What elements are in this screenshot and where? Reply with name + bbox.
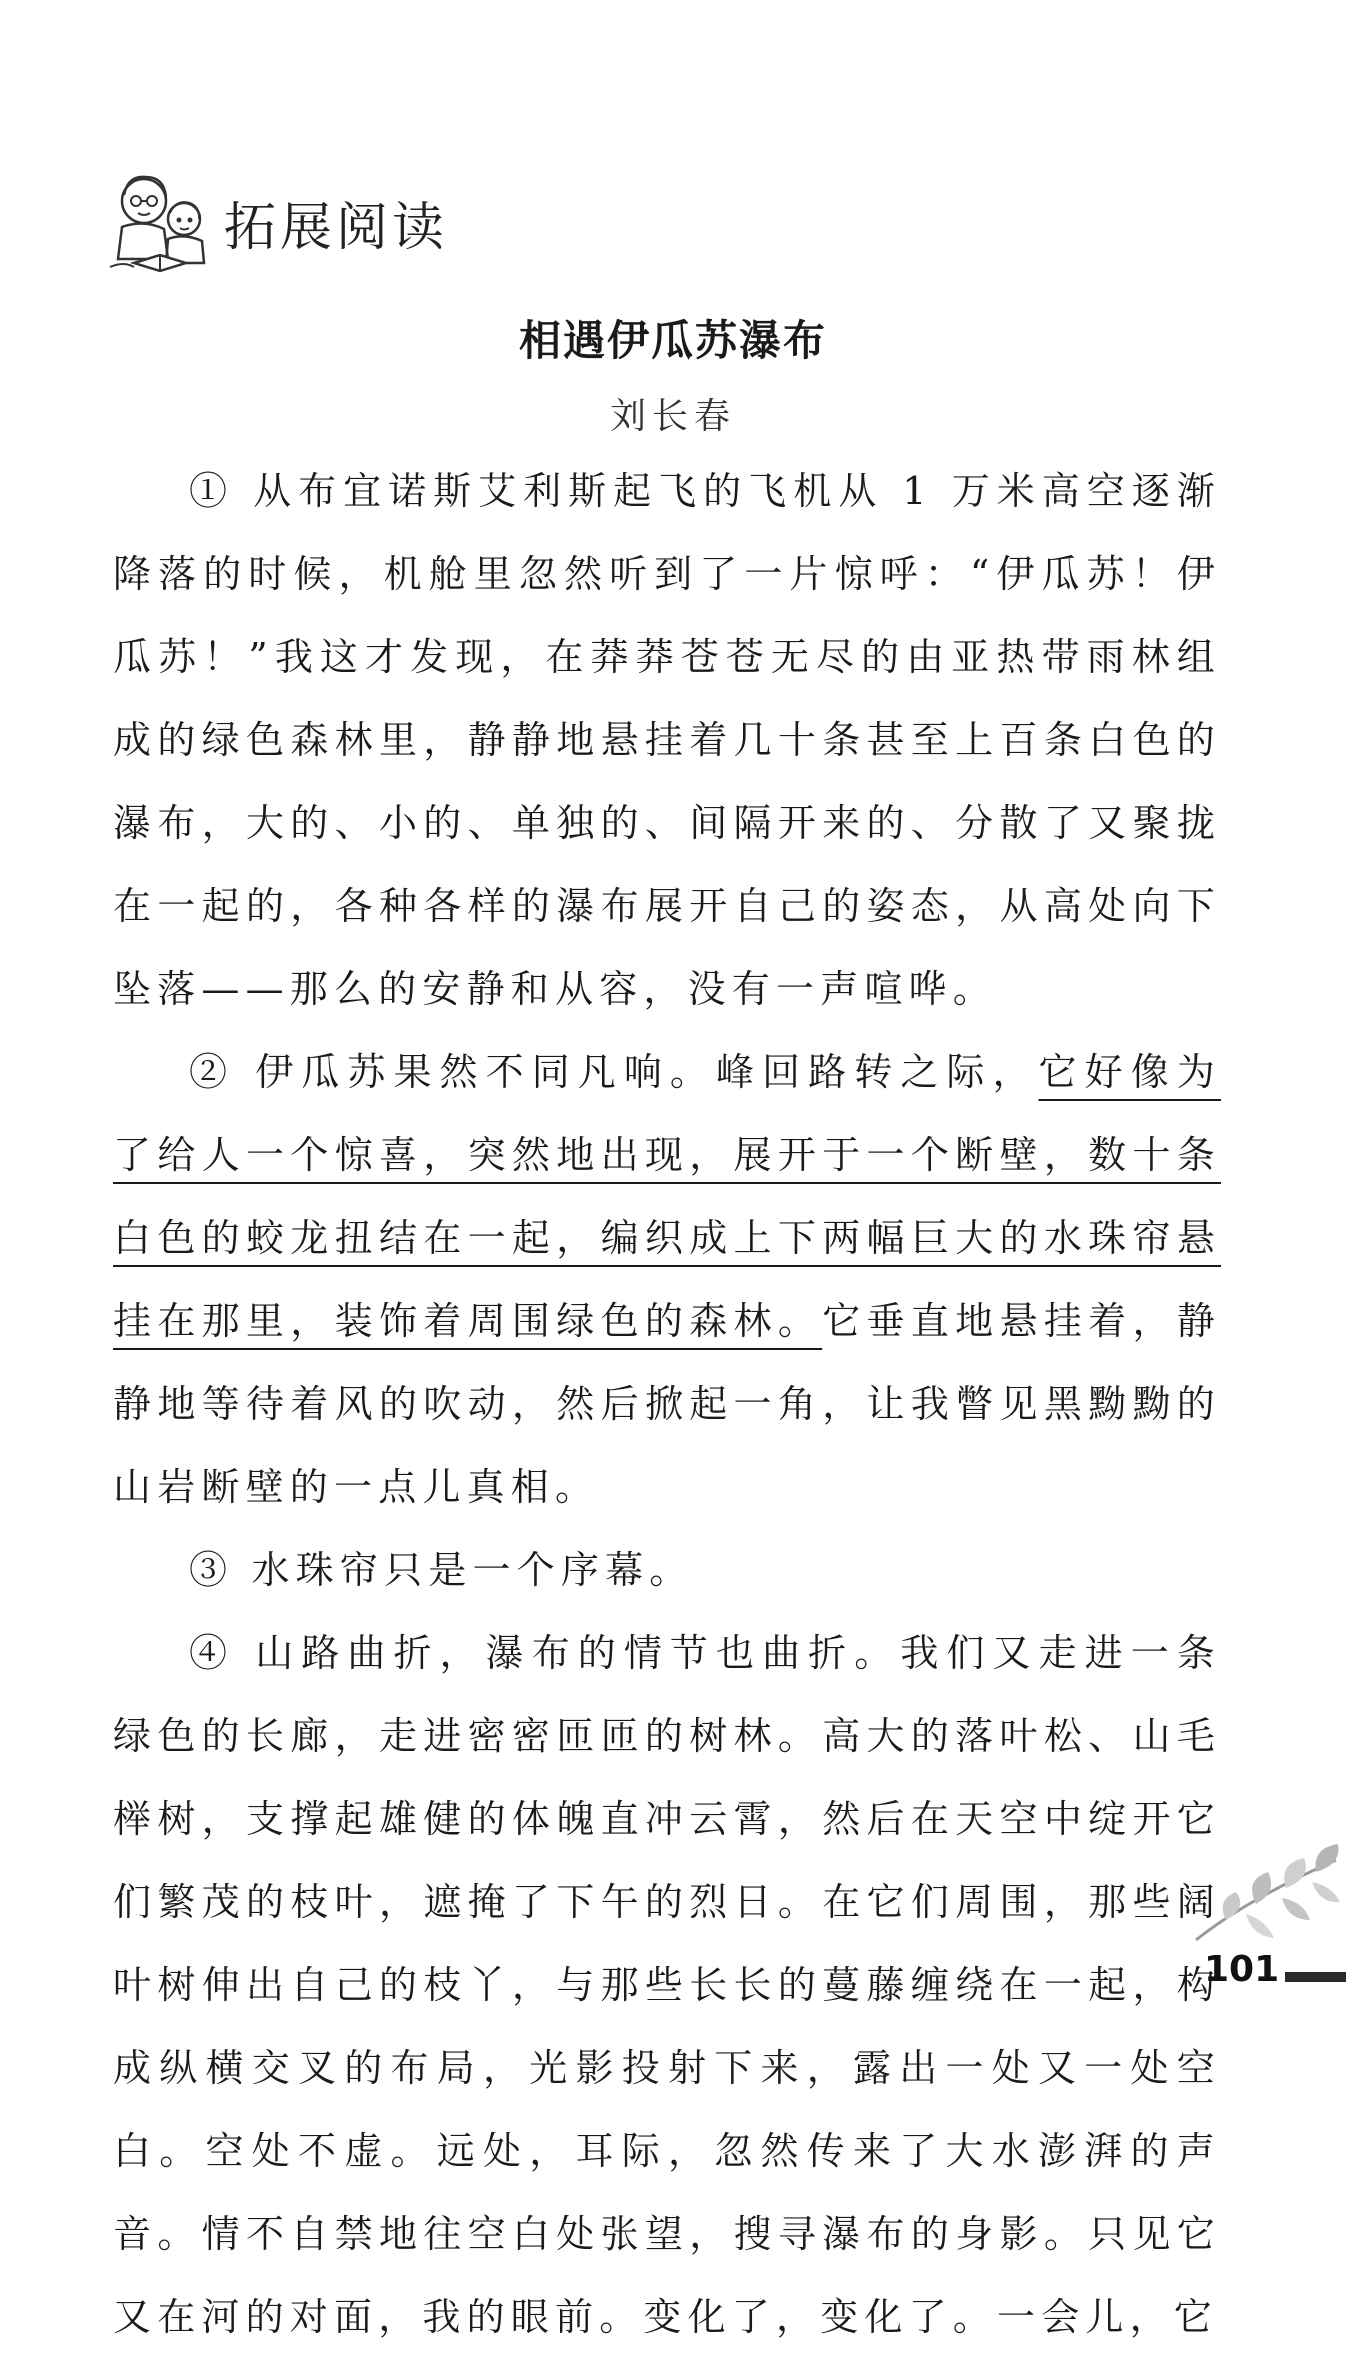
section-header (104, 162, 448, 282)
reading-children-icon (104, 167, 216, 277)
paragraph-1: ① 从布宜诺斯艾利斯起飞的飞机从 1 万米高空逐渐降落的时候，机舱里忽然听到了一片惊呼：“伊瓜苏！伊瓜苏！”我这才发现，在莽莽苍苍无尽的由亚热带雨林组成的绿色森林里，静静地悬挂着几十条甚至上百条白色的瀑布，大的、小的、单独的、间隔开来的、分散了又聚拢在一起的，各种各样的瀑布展开自己的姿态，从高处向下坠落——那么的安静和从容，没有一声喧哗。 (113, 469, 1221, 1011)
paragraph-2 (113, 1031, 1221, 1529)
page-number-bar (1285, 1972, 1346, 1982)
article-author: 刘长春 (609, 396, 736, 437)
paragraph-3: ③ 水珠帘只是一个序幕。 (189, 1548, 694, 1592)
section-title: 拓展阅读 (224, 197, 449, 258)
paragraph-2-rest: 它垂直地悬挂着，静静地等待着风的吹动，然后掀起一角，让我瞥见黑黝黝的山岩断壁的一点儿真相。 (113, 1299, 1221, 1509)
page-footer (1196, 1930, 1346, 1990)
underlined-passage: 它好像为了给人一个惊喜，突然地出现，展开于一个断壁，数十条白色的蛟龙扭结在一起，编织成上下两幅巨大的水珠帘悬挂在那里，装饰着周围绿色的森林。 (113, 1050, 1221, 1343)
paragraph-2-intro: ② 伊瓜苏果然不同凡响。峰回路转之际， (189, 1050, 1039, 1094)
paragraph-4: ④ 山路曲折，瀑布的情节也曲折。我们又走进一条绿色的长廊，走进密密匝匝的树林。高大的落叶松、山毛榉树，支撑起雄健的体魄直冲云霄，然后在天空中绽开它们繁茂的枝叶，遮掩了下午的烈日。在它们周围，那些阔叶树伸出自己的枝丫，与那些长长的蔓藤缠绕在一起，构成纵横交叉的布局，光影投射下来，露出一处又一处空白。空处不虚。远处，耳际，忽然传来了大水澎湃的声音。情不自禁地往空白处张望，搜寻瀑布的身影。只见它又在河的对面，我的眼前。变化了，变化了。一会儿，它 (113, 1631, 1221, 2339)
article-body (113, 450, 1221, 2359)
page-number: 101 (1204, 1949, 1280, 1990)
article-title: 相遇伊瓜苏瀑布 (518, 316, 827, 365)
